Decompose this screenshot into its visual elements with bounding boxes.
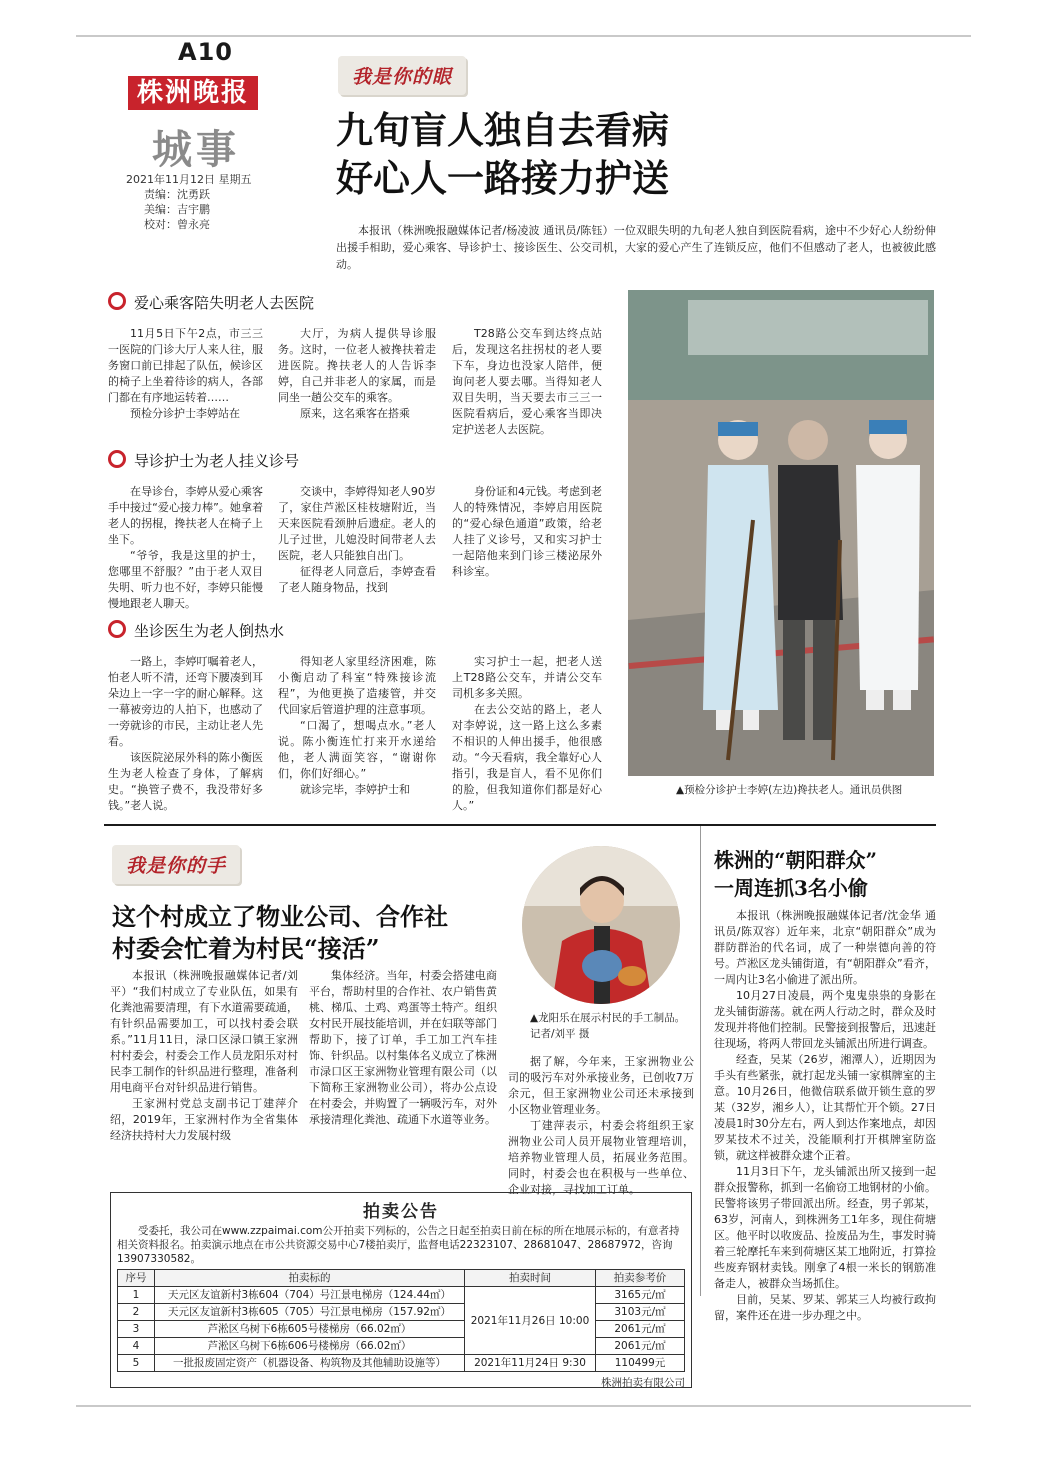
story1-sub3-col1: 一路上，李婷叮嘱着老人，怕老人听不清，还弯下腰凑到耳朵边上一字一字的耐心解释。这一幕被旁边的人拍下，也感动了一旁就诊的市民，主动让老人先看。 该医院泌尿外科的陈小衡医生为老人检查了身体，了解病史。“换管子费不，我没带好多钱。”老人说。 xyxy=(108,655,263,812)
story2-headline xyxy=(112,901,448,965)
story1-sub1-col3: T28路公交车到达终点站后，发现这名拄拐杖的老人要下车，身边也没家人陪伴，便询问老人要去哪。当得知老人双目失明，当天要去市三三一医院看病后，爱心乘客当即决定护送老人去医院。 xyxy=(452,327,602,436)
story3-title-line1: 株洲的“朝阳群众” xyxy=(714,848,878,872)
story2-col2: 集体经济。当年，村委会搭建电商平台，帮助村里的合作社、农户销售黄桃、梯瓜、土鸡、鸡蛋等土特产。组织女村民开展技能培训，并在妇联等部门帮助下，接了订单，手工加工汽车挂饰、针织品。以村集体名义成立了株洲市渌口区王家洲物业管理有限公司（以下简称王家洲物业公司），将办公点设在村委会，并购置了一辆吸污车，对外承接清理化粪池、疏通下水道等业务。 xyxy=(309,969,497,1126)
story1-sub2-col3: 身份证和4元钱。考虑到老人的特殊情况，李婷启用医院的“爱心绿色通道”政策，给老人挂了义诊号，又和实习护士一起陪他来到门诊三楼泌尿外科诊室。 xyxy=(452,485,602,578)
auction-table xyxy=(117,1269,685,1372)
auction-intro: 受委托，我公司在www.zzpaimai.com公开拍卖下列标的，公告之日起至拍卖日前在标的所在地展示标的，有意者持相关资料报名。拍卖演示地点在市公共资源交易中心7楼拍卖厅，监督电话22323107、28681047、28687972，咨询13907330582。 xyxy=(117,1225,680,1265)
story2-kicker: 我是你的手 xyxy=(112,845,240,884)
column-divider xyxy=(700,826,701,1296)
table-row: 3 芦淞区乌树下6栋605号楼梯房（66.02㎡） 2061元/㎡ xyxy=(118,1321,685,1338)
table-row: 4 芦淞区乌树下6栋606号楼梯房（66.02㎡） 2061元/㎡ xyxy=(118,1338,685,1355)
hospital-scene-illustration xyxy=(628,290,934,776)
auction-notice xyxy=(110,1192,692,1388)
auction-time-1: 2021年11月26日 10:00 xyxy=(465,1287,596,1355)
story1-subhead-1: 爱心乘客陪失明老人去医院 xyxy=(108,292,314,313)
bottom-rule xyxy=(76,1405,971,1407)
table-row: 5 一批报废固定资产（机器设备、构筑物及其他辅助设施等） 2021年11月24日 9:30 110499元 xyxy=(118,1355,685,1372)
auction-company: 株洲拍卖有限公司 xyxy=(601,1377,685,1389)
story1-subhead-2: 导诊护士为老人挂义诊号 xyxy=(108,450,299,471)
story2-title-line2: 村委会忙着为村民“接活” xyxy=(112,934,380,963)
auction-table-header: 序号 拍卖标的 拍卖时间 拍卖参考价 xyxy=(118,1270,685,1287)
story1-sub2-col2: 交谈中，李婷得知老人90岁了，家住芦淞区桂枝塘附近，当天来医院看颈肿后遗症。老人的儿子过世，儿媳没时间带老人去医院，老人只能独自出门。 征得老人同意后，李婷查看了老人随身物品，找到 xyxy=(278,485,436,594)
story1-photo-caption: ▲预检分诊护士李婷(左边)搀扶老人。通讯员供图 xyxy=(676,784,903,796)
bullet-icon xyxy=(108,450,126,468)
story2-col3: 据了解，今年来，王家洲物业公司的吸污车对外承接业务，已创收7万余元，但王家洲物业公司还未承接到小区物业管理业务。 丁建萍表示，村委会将组织王家洲物业公司人员开展物业管理培训，培养物业管理人员，拓展业务范围。同时，村委会也在积极与一些单位、企业对接，寻找加工订单。 xyxy=(508,1055,694,1196)
table-row: 1 天元区友谊新村3栋604（704）号江景电梯房（124.44㎡） 2021年11月26日 10:00 3165元/㎡ xyxy=(118,1287,685,1304)
section-title: 城事 xyxy=(152,126,240,173)
story1-subhead-3: 坐诊医生为老人倒热水 xyxy=(108,620,284,641)
section-divider xyxy=(104,824,936,826)
story1-photo xyxy=(628,290,934,776)
story1-sub1-col2: 大厅，为病人提供导诊服务。这时，一位老人被搀扶着走进医院。搀扶老人的人告诉李婷，自己并非老人的家属，而是同坐一趟公交车的乘客。 原来，这名乘客在搭乘 xyxy=(278,327,436,420)
auction-title: 拍卖公告 xyxy=(363,1202,439,1222)
story2-col1: 本报讯（株洲晚报融媒体记者/刘平）“我们村成立了专业队伍，如果有化粪池需要清理，有下水道需要疏通，有针织品需要加工，可以找村委会联系。”11月11日，渌口区渌口镇王家洲村村委会，村委会工作人员龙阳乐对村民李工制作的针织品进行整理，准备利用电商平台对针织品进行销售。 王家洲村党总支副书记丁建萍介绍，2019年，王家洲村作为全省集体经济扶持村大力发展村级 xyxy=(110,969,298,1142)
story1-kicker: 我是你的眼 xyxy=(338,56,466,95)
story1-sub1-col1: 11月5日下午2点，市三三一医院的门诊大厅人来人往，服务窗口前已排起了队伍，候诊区的椅子上坐着待诊的病人，各部门都在有序地运转着…… 预检分诊护士李婷站在 xyxy=(108,327,263,420)
issue-date: 2021年11月12日 星期五 xyxy=(126,173,252,186)
story1-sub3-col3: 实习护士一起，把老人送上T28路公交车，并请公交车司机多多关照。 在去公交站的路上，老人对李婷说，这一路上这么多素不相识的人伸出援手，他很感动。“今天看病，我全靠好心人指引，我是盲人，看不见你们的脸，但我知道你们都是好心人。” xyxy=(452,655,602,812)
story2-photo xyxy=(522,846,680,1004)
bullet-icon xyxy=(108,292,126,310)
story2-photo-caption: ▲龙阳乐在展示村民的手工制品。记者/刘平 摄 xyxy=(530,1012,686,1040)
story3-body: 本报讯（株洲晚报融媒体记者/沈金华 通讯员/陈双容）近年来，北京“朝阳群众”成为群防群治的代名词，成了一种崇德向善的符号。芦淞区龙头铺街道，有“朝阳群众”看齐，一周内让3名小偷进了派出所。 10月27日凌晨，两个鬼鬼祟祟的身影在龙头铺街游荡。就在两人行动之时，群众及时发现并将他们控制。民警接到报警后，迅速赶往现场，将两人带回龙头铺派出所进行调查。 经查，吴某（26岁，湘潭人），近期因为手头有些紧张，就打起龙头铺一家棋牌室的主意。10月26日，他微信联系做开锁生意的罗某（32岁，湘乡人），让其帮忙开个锁。27日凌晨1时30分左右，两人到达作案地点，却因罗某技术不过关，没能顺利打开棋牌室防盗锁，就这样被群众逮个正着。 11月3日下午，龙头铺派出所又接到一起群众报警称，抓到一名偷窃工地钢材的小偷。民警将该男子带回派出所。经查，男子郭某，63岁，河南人，到株洲务工1年多，现住荷塘区。他平时以收废品、捡废品为生，事发时骑着三轮摩托车来到荷塘区某工地附近，打算捡些废弃钢材卖钱。刚拿了4根一米长的钢筋准备走人，被群众当场抓住。 目前，吴某、罗某、郭某三人均被行政拘留，案件还在进一步办理之中。 xyxy=(714,909,936,1322)
editor-credit: 责编：沈勇跃 xyxy=(144,188,210,201)
story1-sub2-col1: 在导诊台，李婷从爱心乘客手中接过“爱心接力棒”。她拿着老人的拐棍，搀扶老人在椅子上坐下。 “爷爷，我是这里的护士，您哪里不舒服？”由于老人双目失明、听力也不好，李婷只能慢慢地跟老人聊天。 xyxy=(108,485,263,610)
story1-sub3-col2: 得知老人家里经济困难，陈小衡启动了科室“特殊接诊流程”，为他更换了造瘘管，并交代回家后管道护理的注意事项。 “口渴了，想喝点水。”老人说。陈小衡连忙打来开水递给他，老人满面笑容，“谢谢你们，你们好细心。” 就诊完毕，李婷护士和 xyxy=(278,655,436,796)
masthead-meta xyxy=(126,172,252,232)
story3-headline xyxy=(714,846,877,902)
newspaper-logo: 株洲晚报 xyxy=(128,76,258,110)
story1-title-line2: 好心人一路接力护送 xyxy=(336,156,669,200)
page-number: A10 xyxy=(178,38,233,66)
top-rule xyxy=(76,35,971,37)
story2-title-line1: 这个村成立了物业公司、合作社 xyxy=(112,902,448,931)
story3-title-line2: 一周连抓3名小偷 xyxy=(714,876,868,900)
story1-lead: 本报讯（株洲晚报融媒体记者/杨凌波 通讯员/陈钰）一位双眼失明的九旬老人独自到医院看病，途中不少好心人纷纷伸出援手相助，爱心乘客、导诊护士、接诊医生、公交司机，大家的爱心产生了连锁反应，他们不但感动了老人，也被彼此感动。 xyxy=(336,224,936,271)
story1-title-line1: 九旬盲人独自去看病 xyxy=(336,108,669,152)
bullet-icon xyxy=(108,620,126,638)
story1-headline xyxy=(336,106,669,202)
table-row: 2 天元区友谊新村3栋605（705）号江景电梯房（157.92㎡） 3103元/㎡ xyxy=(118,1304,685,1321)
art-editor-credit: 美编：吉宇鹏 xyxy=(144,203,210,216)
proofreader-credit: 校对：曾永亮 xyxy=(144,218,210,231)
auction-time-2: 2021年11月24日 9:30 xyxy=(465,1355,596,1372)
villager-portrait-illustration xyxy=(522,846,680,1004)
